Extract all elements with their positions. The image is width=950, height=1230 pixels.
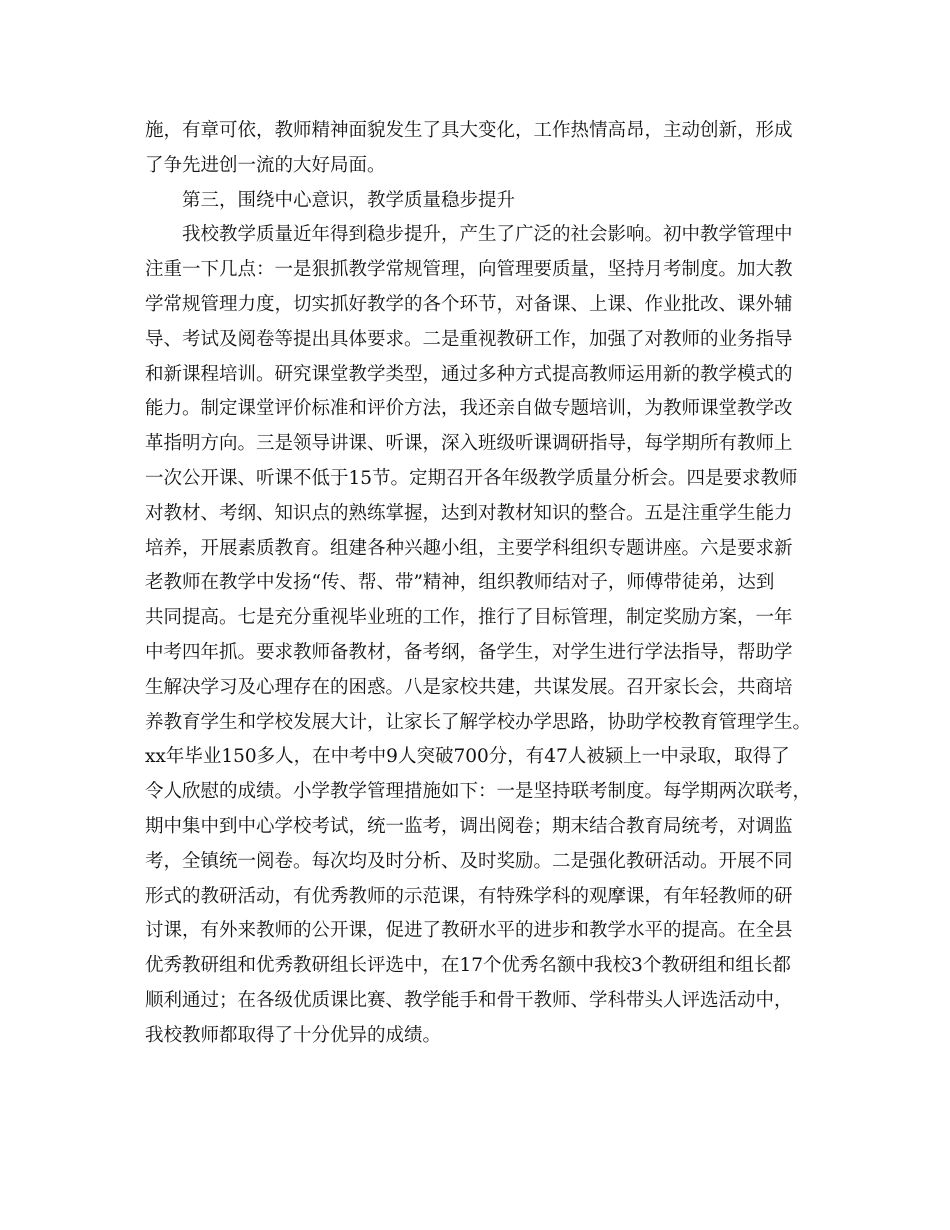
text-line: 革指明方向。三是领导讲课、听课，深入班级听课调研指导，每学期所有教师上 — [145, 433, 793, 455]
text-line: 了争先进创一流的大好局面。 — [145, 154, 386, 176]
text-line: 优秀教研组和优秀教研组长评选中，在17个优秀名额中我校3个教研组和组长都 — [145, 955, 791, 977]
text-line: 老教师在教学中发扬“传、帮、带”精神，组织教师结对子，师傅带徒弟，达到 — [145, 572, 775, 594]
text-line: 能力。制定课堂评价标准和评价方法，我还亲自做专题培训，为教师课堂教学改 — [145, 398, 793, 420]
text-line: 共同提高。七是充分重视毕业班的工作，推行了目标管理，制定奖励方案，一年 — [145, 607, 793, 629]
paragraph-first-line: 第三，围绕中心意识，教学质量稳步提升 — [182, 189, 516, 211]
text-line: 导、考试及阅卷等提出具体要求。二是重视教研工作，加强了对教师的业务指导 — [145, 328, 793, 350]
text-line: 培养，开展素质教育。组建各种兴趣小组，主要学科组织专题讲座。六是要求新 — [145, 537, 793, 559]
text-line: 考，全镇统一阅卷。每次均及时分析、及时奖励。二是强化教研活动。开展不同 — [145, 850, 793, 872]
text-line: 和新课程培训。研究课堂教学类型，通过多种方式提高教师运用新的教学模式的 — [145, 363, 793, 385]
text-line: 生解决学习及心理存在的困惑。八是家校共建，共谋发展。召开家长会，共商培 — [145, 676, 793, 698]
text-line: 期中集中到中心学校考试，统一监考，调出阅卷；期末结合教育局统考，对调监 — [145, 815, 793, 837]
text-line: 顺利通过；在各级优质课比赛、教学能手和骨干教师、学科带头人评选活动中， — [145, 989, 793, 1011]
text-line: 令人欣慰的成绩。小学教学管理措施如下：一是坚持联考制度。每学期两次联考， — [145, 781, 812, 803]
text-line: 施，有章可依，教师精神面貌发生了具大变化，工作热情高昂，主动创新，形成 — [145, 120, 793, 141]
text-line: 对教材、考纲、知识点的熟练掌握，达到对教材知识的整合。五是注重学生能力 — [145, 502, 793, 524]
text-line: 一次公开课、听课不低于15节。定期召开各年级教学质量分析会。四是要求教师 — [145, 467, 798, 489]
text-line: 学常规管理力度，切实抓好教学的各个环节，对备课、上课、作业批改、课外辅 — [145, 293, 793, 315]
text-line: 注重一下几点：一是狠抓教学常规管理，向管理要质量，坚持月考制度。加大教 — [145, 259, 793, 281]
text-line: xx年毕业150多人，在中考中9人突破700分，有47人被颍上一中录取，取得了 — [145, 746, 790, 768]
text-line: 中考四年抓。要求教师备教材，备考纲，备学生，对学生进行学法指导，帮助学 — [145, 641, 793, 663]
text-line: 养教育学生和学校发展大计，让家长了解学校办学思路，协助学校教育管理学生。 — [145, 711, 812, 733]
paragraph-first-line: 我校教学质量近年得到稳步提升，产生了广泛的社会影响。初中教学管理中 — [182, 224, 793, 246]
text-line: 我校教师都取得了十分优异的成绩。 — [145, 1024, 442, 1046]
document-body — [145, 114, 815, 1054]
text-line: 讨课，有外来教师的公开课，促进了教研水平的进步和教学水平的提高。在全县 — [145, 920, 793, 942]
text-line: 形式的教研活动，有优秀教师的示范课，有特殊学科的观摩课，有年轻教师的研 — [145, 885, 793, 907]
